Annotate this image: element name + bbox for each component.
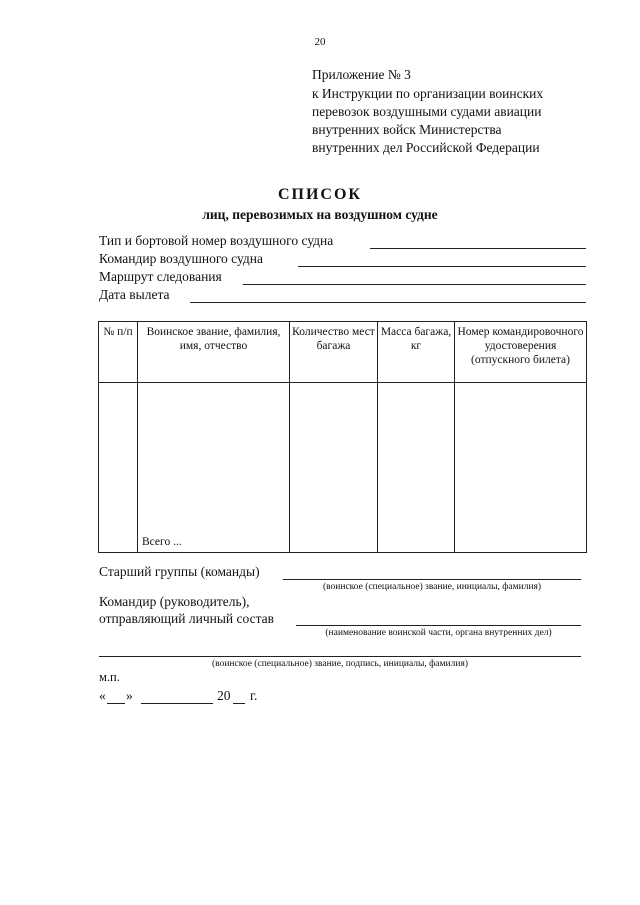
route-label: Маршрут следования: [99, 269, 222, 284]
bottom-sign-caption: (воинское (специальное) звание, подпись, инициалы, фамилия): [212, 659, 468, 669]
total-cell[interactable]: [138, 383, 290, 553]
appendix-line-4: внутренних войск Министерства: [312, 122, 502, 137]
commander-sign-label-1: Командир (руководитель),: [99, 594, 250, 609]
aircraft-field-line[interactable]: [370, 248, 586, 249]
appendix-line-2: к Инструкции по организации воинских: [312, 86, 544, 101]
commander-sign-caption: (наименование воинской части, органа внутренних дел): [325, 628, 552, 638]
route-field-line[interactable]: [243, 284, 586, 285]
document-title: СПИСОК: [277, 186, 363, 203]
col-header-baggage-count: Количество мест багажа: [290, 322, 378, 383]
date-year: 20: [217, 688, 231, 703]
date-close-quote: »: [126, 688, 133, 703]
date-open-quote: «: [99, 688, 106, 703]
group-leader-caption: (воинское (специальное) звание, инициалы, фамилия): [322, 582, 542, 592]
page-number: 20: [314, 36, 326, 48]
col-header-travel-document: Номер командировочного удостоверения (отпускного билета): [455, 322, 587, 383]
group-leader-label: Старший группы (команды): [99, 564, 260, 579]
aircraft-label: Тип и бортовой номер воздушного судна: [99, 233, 334, 248]
table-cell[interactable]: [290, 383, 378, 553]
group-leader-line[interactable]: [283, 579, 581, 580]
total-label: Всего ...: [142, 536, 182, 548]
table-cell[interactable]: [455, 383, 587, 553]
date-month-line[interactable]: [141, 703, 213, 704]
appendix-line-5: внутренних дел Российской Федерации: [312, 140, 540, 155]
departure-date-label: Дата вылета: [99, 287, 170, 302]
passenger-table: [98, 321, 587, 553]
col-header-name: Воинское звание, фамилия, имя, отчество: [138, 322, 290, 383]
bottom-sign-line[interactable]: [99, 656, 581, 657]
table-cell[interactable]: [378, 383, 455, 553]
commander-sign-label-2: отправляющий личный состав: [99, 611, 275, 626]
date-suffix: г.: [250, 688, 258, 703]
document-subtitle: лиц, перевозимых на воздушном судне: [202, 207, 438, 222]
appendix-line-1: Приложение № 3: [312, 67, 411, 82]
departure-date-field-line[interactable]: [190, 302, 586, 303]
commander-sign-line[interactable]: [296, 625, 581, 626]
table-cell[interactable]: [99, 383, 138, 553]
table-row: [99, 383, 587, 553]
col-header-number: № п/п: [99, 322, 138, 383]
date-day-line[interactable]: [107, 703, 125, 704]
stamp-place: м.п.: [99, 670, 120, 684]
appendix-line-3: перевозок воздушными судами авиации: [312, 104, 542, 119]
col-header-baggage-mass: Масса багажа, кг: [378, 322, 455, 383]
commander-label: Командир воздушного судна: [99, 251, 263, 266]
table-header-row: [99, 322, 587, 383]
commander-field-line[interactable]: [298, 266, 586, 267]
date-year-line[interactable]: [233, 703, 245, 704]
